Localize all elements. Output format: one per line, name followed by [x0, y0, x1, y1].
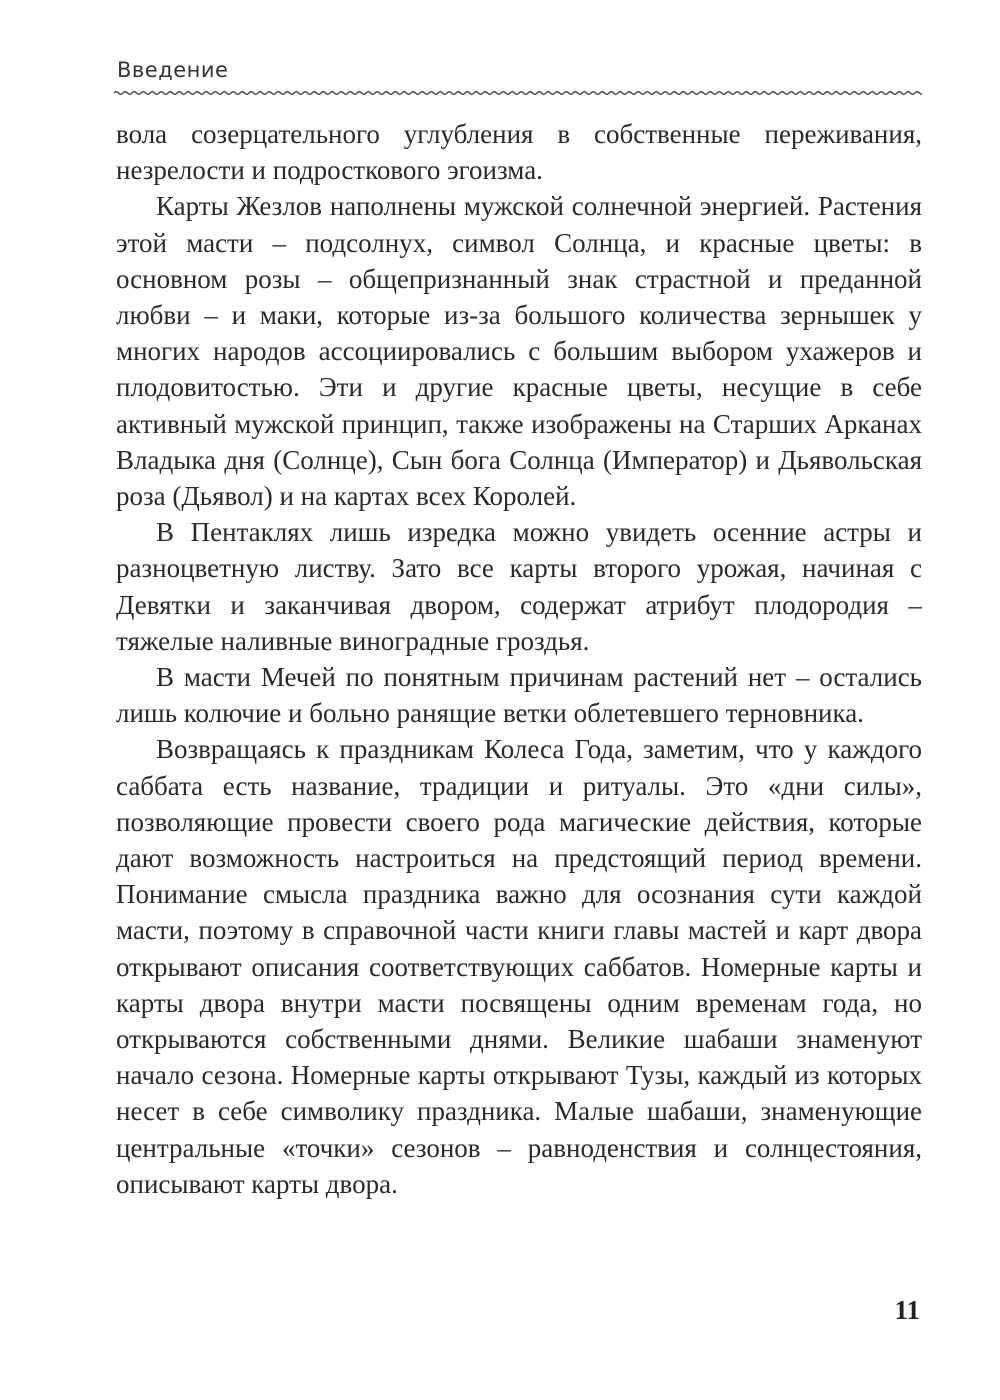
page-number: 11 — [894, 1295, 920, 1325]
paragraph-swords: В масти Мечей по понятным причинам растений нет – остались лишь колючие и больно ранящие ветки облетевшего терновника. — [116, 662, 922, 729]
paragraph-wands: Карты Жезлов наполнены мужской солнечной энергией. Растения этой масти – подсолнух, символ Солнца, и красные цветы: в основном розы – общепризнанный знак страстной и преданной любви – и маки, которые из-за большого количества зернышек у многих народов ассоциировались с большим выбором ухажеров и плодовитостью. Эти и другие красные цветы, несущие в себе активный мужской принцип, также изображены на Старших Арканах Владыка дня (Солнце), Сын бога Солнца (Император) и Дьявольская роза (Дьявол) и на картах всех Королей. — [116, 191, 922, 512]
wavy-divider — [114, 86, 922, 100]
paragraph-continuation: вола созерцательного углубления в собственные переживания, незрелости и подросткового эгоизма. — [116, 119, 922, 186]
paragraph-wheel-of-year: Возвращаясь к праздникам Колеса Года, заметим, что у каждого саббата есть название, традиции и ритуалы. Это «дни силы», позволяющие провести своего рода магические действия, которые дают возможность настроиться на предстоящий период времени. Понимание смысла праздника важно для осознания сути каждой масти, поэтому в справочной части книги главы мастей и карт двора открывают описания соответствующих саббатов. Номерные карты и карты двора внутри масти посвящены одним временам года, но открываются собственными днями. Великие шабаши знаменуют начало сезона. Номерные карты открывают Тузы, каждый из которых несет в себе символику праздника. Малые шабаши, знаменующие центральные «точки» сезонов – равноденствия и солнцестояния, описывают карты двора. — [116, 734, 922, 1199]
body-text — [116, 116, 922, 1202]
running-head: Введение — [117, 58, 229, 82]
paragraph-pentacles: В Пентаклях лишь изредка можно увидеть осенние астры и разноцветную листву. Зато все карты второго урожая, начиная с Девятки и заканчивая двором, содержат атрибут плодородия – тяжелые наливные виноградные гроздья. — [116, 517, 922, 656]
